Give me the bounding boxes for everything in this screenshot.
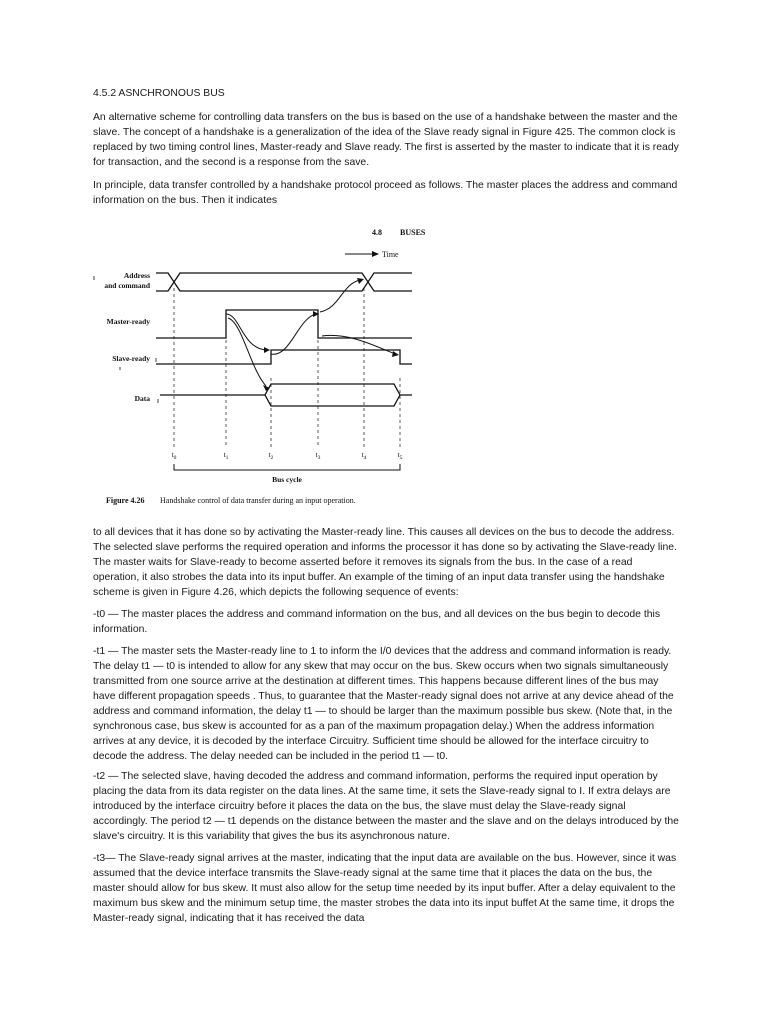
label-slave-ready: Slave-ready [112,354,150,363]
svg-text:t2: $t_2$ [268,450,274,461]
paragraph-master-ready: to all devices that it has done so by activating the Master-ready line. This causes all devices on the bus to decode the address. The selected slave performs the required operation and informs the processor it has done so by activating the Slave-ready line. The master waits for Slave-ready to become asserted before it removes its signals from the bus. In the case of a read operation, it also strobes the data into its input buffer. An example of the timing of an input data transfer using the handshake scheme is given in Figure 4.26, which depicts the following sequence of events: [93,527,677,598]
figure-section-number: 4.8 [372,228,382,237]
svg-text:t1: $t_1$ [223,450,229,461]
paragraph-intro: An alternative scheme for controlling data transfers on the bus is based on the use of a handshake between the master and the slave. The concept of a handshake is a generalization of the idea of the Slave ready signal in Figure 425. The common clock is replaced by two timing control lines, Master-ready and Slave ready. The first is asserted by the master to indicate that it is ready for transaction, and the second is a response from the save. [93,112,679,168]
time-marker-lines [174,288,400,448]
causality-arrowheads [263,278,399,391]
time-label: Time [382,250,399,259]
section-heading: 4.5.2 ASNCHRONOUS BUS [93,88,225,99]
timing-diagram-figure [90,218,450,514]
paragraph-t1: -t1 — The master sets the Master-ready line to 1 to inform the I/0 devices that the address and command information is ready. The delay t1 — t0 is intended to allow for any skew that may occur on the bus. Skew occurs when two signals simultaneously transmitted from one source arrive at the destination at different times. This happens because different lines of the bus may have different propagation speeds . Thus, to guarantee that the Master-ready signal does not arrive at any device ahead of the address and command information, the delay t1 — to should be larger than the maximum possible bus skew. (Note that, in the synchronous case, bus skew is accounted for as a pan of the maximum propagation delay.) When the address information arrives at any device, it is decoded by the interface Circuitry. Sufficient time should be allowed for the interface circuitry to decode the address. The delay needed can be included in the period t1 — t0. [93,646,674,762]
t2-label: t [268,450,271,459]
t5-label: t [397,450,400,459]
svg-text:t3: $t_3$ [315,450,321,461]
bus-cycle-bracket [174,464,400,470]
t0-label: t [171,450,174,459]
paragraph-t2: -t2 — The selected slave, having decoded the address and command information, performs the required input operation by placing the data from its data register on the data lines. At the same time, it sets the Slave-ready signal to I. If extra delays are introduced by the interface circuitry before it places the data on the bus, the slave must delay the Slave-ready signal accordingly. The period t2 — t1 depends on the distance between the master and the slave and on the delays introduced by the slave's circuitry. It is this variability that gives the bus its asynchronous nature. [93,771,679,842]
svg-text:t4: $t_4$ [361,450,367,461]
figure-caption-text: Handshake control of data transfer during an input operation. [160,496,356,505]
master-ready-waveform [156,310,412,338]
time-tick-labels [172,450,403,461]
paragraph-principle: In principle, data transfer controlled by a handshake protocol proceed as follows. The master places the address and command information on the bus. Then it indicates [93,180,678,206]
paragraph-t0: -t0 — The master places the address and command information on the bus, and all devices on the bus begin to decode this information. [93,609,661,635]
figure-caption-number: Figure 4.26 [106,496,145,505]
slave-ready-waveform [156,350,412,364]
time-arrow-head [372,251,379,257]
svg-text:t5: $t_5$ [397,450,403,461]
paragraph-t3: -t3— The Slave-ready signal arrives at the master, indicating that the input data are available on the bus. However, since it was assumed that the device interface transmits the Slave-ready signal at the same time that it places the data on the bus, the master should allow for bus skew. It must also allow for the setup time needed by its input buffer. After a delay equivalent to the maximum bus skew and the minimum setup time, the master strobes the data into its input buffet At the same time, it drops the Master-ready signal, indicating that it has received the data [93,853,677,924]
label-data: Data [134,394,150,403]
figure-section-title: BUSES [400,228,426,237]
t3-label: t [315,450,318,459]
data-waveform [160,384,412,406]
causality-arrows [226,280,396,386]
timing-diagram [90,218,450,514]
label-address: Address [123,271,150,280]
t4-label: t [361,450,364,459]
t1-label: t [223,450,226,459]
bus-cycle-label: Bus cycle [272,475,302,484]
label-master-ready: Master-ready [106,317,150,326]
timing-guides [94,276,158,403]
address-bus-waveform [156,273,412,291]
label-command: and command [104,281,150,290]
svg-text:t0: $t_0$ [171,450,177,461]
